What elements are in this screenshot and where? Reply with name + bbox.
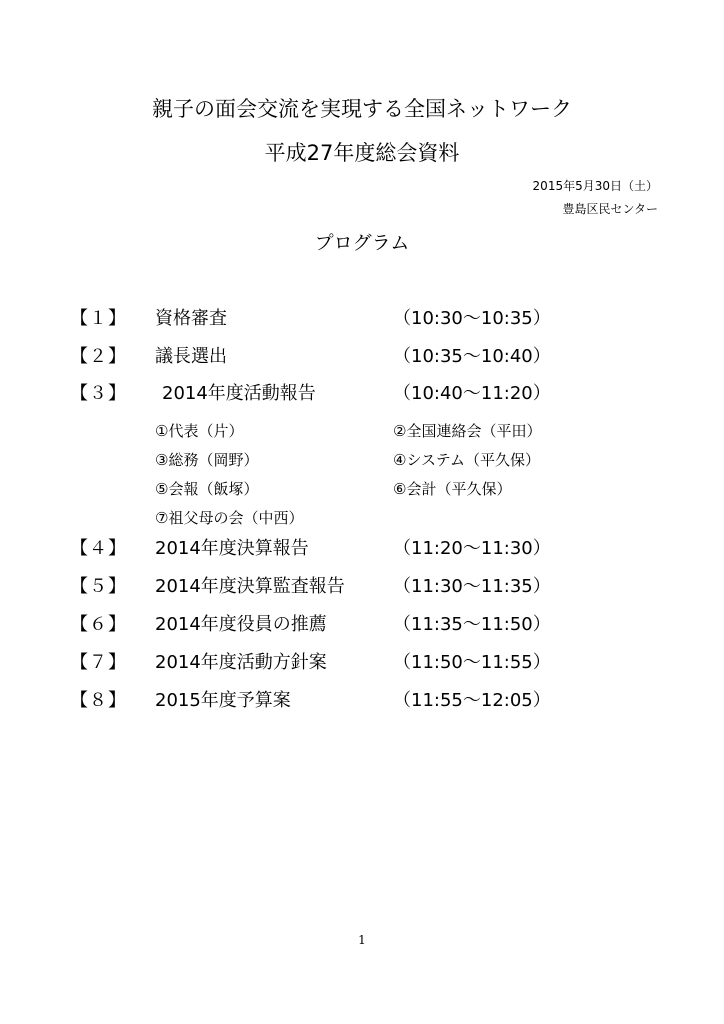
meeting-date: 2015年5月30日（土） — [532, 179, 658, 193]
agenda-number: 【８】 — [70, 690, 127, 711]
agenda-number: 【３】 — [70, 383, 127, 404]
agenda-time: （10:40～11:20） — [393, 383, 551, 404]
agenda-item-8 — [0, 688, 724, 714]
activity-report-item: ④システム（平久保） — [393, 451, 540, 469]
agenda-title: 議長選出 — [155, 346, 227, 367]
activity-report-item: ②全国連絡会（平田） — [393, 422, 542, 440]
activity-report-item: ③総務（岡野） — [155, 451, 259, 469]
agenda-title: 2014年度活動方針案 — [155, 652, 327, 673]
agenda-number: 【２】 — [70, 346, 127, 367]
program-heading: プログラム — [314, 232, 410, 254]
agenda-item-2 — [0, 344, 724, 370]
activity-report-item: ⑤会報（飯塚） — [155, 480, 259, 498]
activity-report-item: ①代表（片） — [155, 422, 244, 440]
activity-report-row — [0, 478, 724, 500]
agenda-item-4 — [0, 536, 724, 562]
document-subtitle: 平成27年度総会資料 — [264, 141, 460, 165]
agenda-number: 【５】 — [70, 576, 127, 597]
agenda-title: 2014年度決算報告 — [155, 538, 309, 559]
agenda-time: （10:30～10:35） — [393, 308, 551, 329]
agenda-title: 2014年度活動報告 — [162, 383, 316, 404]
agenda-time: （11:30～11:35） — [393, 576, 551, 597]
agenda-item-7 — [0, 650, 724, 676]
activity-report-row — [0, 449, 724, 471]
agenda-time: （11:20～11:30） — [393, 538, 551, 559]
agenda-title: 2014年度決算監査報告 — [155, 576, 345, 597]
agenda-number: 【７】 — [70, 652, 127, 673]
activity-report-row — [0, 507, 724, 529]
agenda-number: 【４】 — [70, 538, 127, 559]
agenda-title: 2014年度役員の推薦 — [155, 614, 327, 635]
agenda-title: 2015年度予算案 — [155, 690, 291, 711]
agenda-item-1 — [0, 306, 724, 332]
agenda-number: 【１】 — [70, 308, 127, 329]
agenda-time: （10:35～10:40） — [393, 346, 551, 367]
agenda-item-3 — [0, 381, 724, 407]
agenda-item-5 — [0, 574, 724, 600]
agenda-title: 資格審査 — [155, 308, 227, 329]
agenda-time: （11:35～11:50） — [393, 614, 551, 635]
agenda-number: 【６】 — [70, 614, 127, 635]
agenda-time: （11:50～11:55） — [393, 652, 551, 673]
meeting-venue: 豊島区民センター — [562, 202, 658, 216]
agenda-item-6 — [0, 612, 724, 638]
document-title: 親子の面会交流を実現する全国ネットワーク — [152, 97, 572, 121]
activity-report-item: ⑦祖父母の会（中西） — [155, 509, 304, 527]
agenda-time: （11:55～12:05） — [393, 690, 551, 711]
activity-report-item: ⑥会計（平久保） — [393, 480, 512, 498]
activity-report-row — [0, 420, 724, 442]
page-number: 1 — [358, 933, 366, 947]
